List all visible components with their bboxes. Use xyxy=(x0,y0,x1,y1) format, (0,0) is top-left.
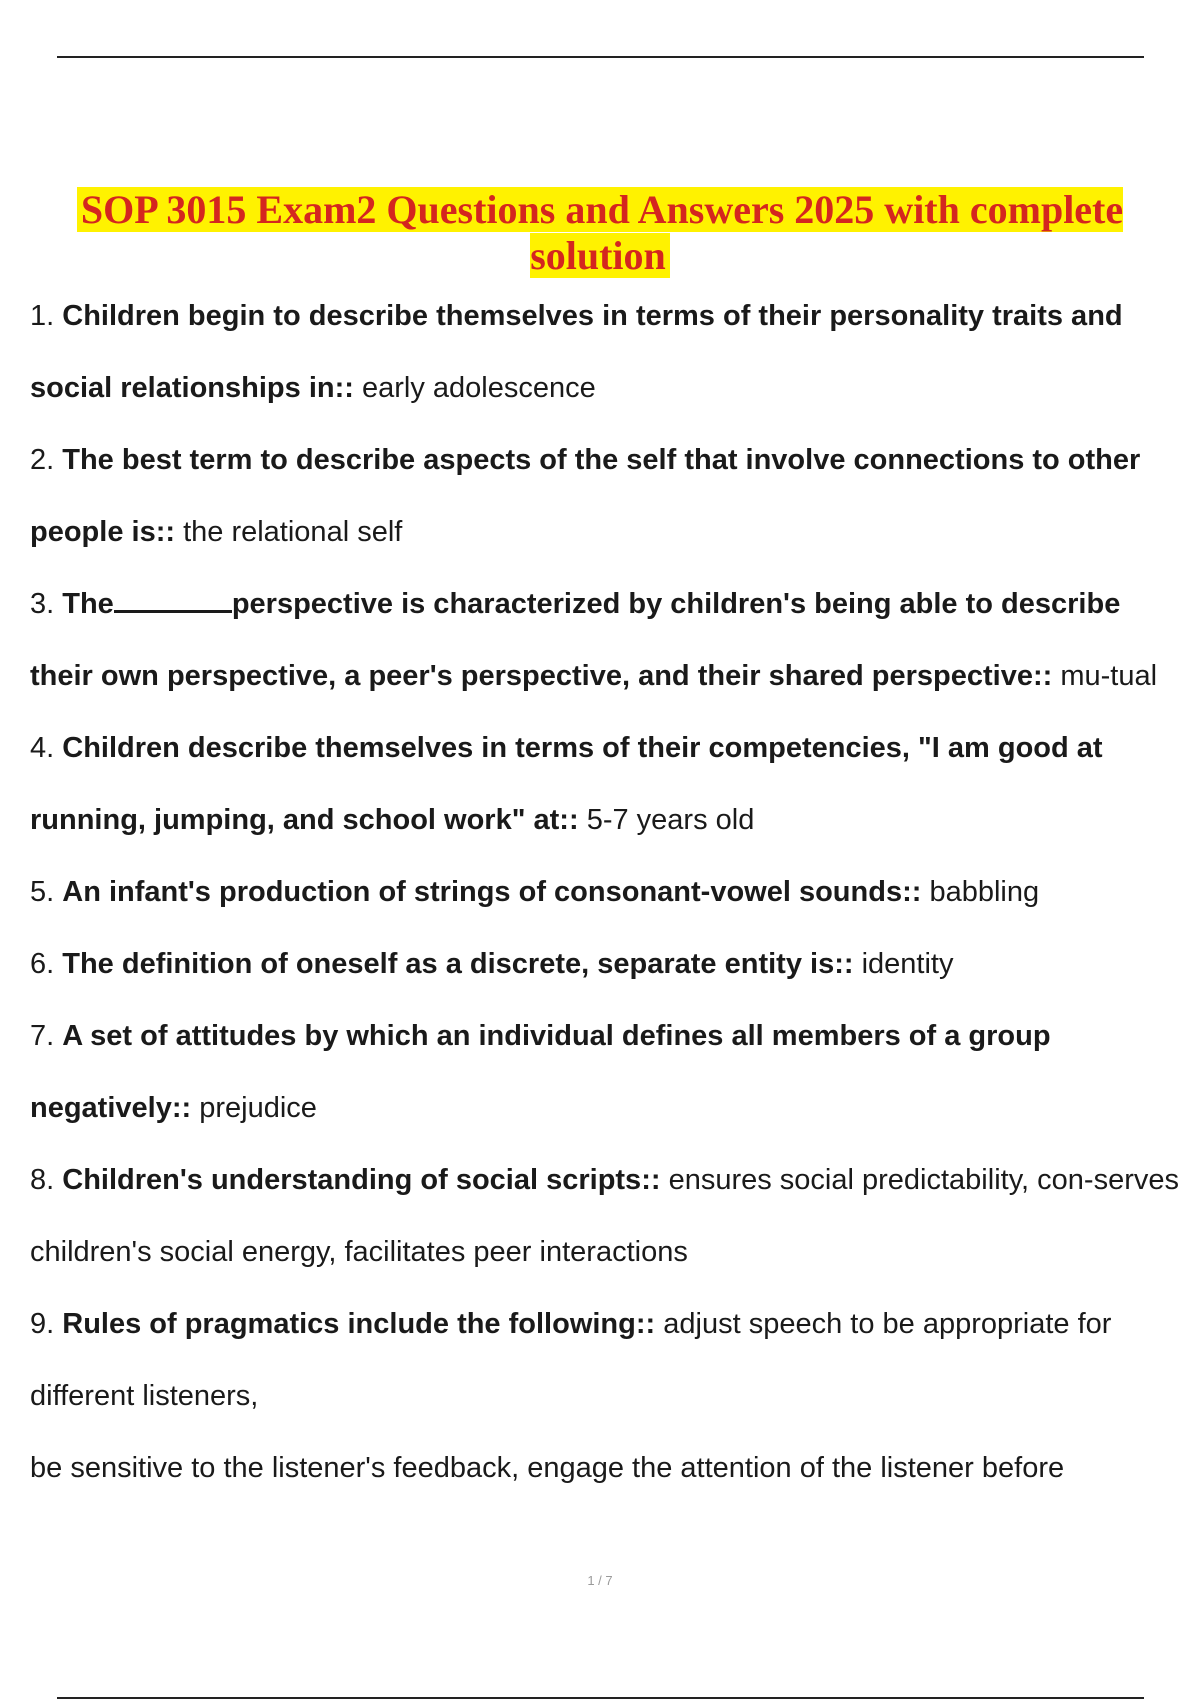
fill-in-blank xyxy=(114,590,232,613)
question-8: Children's understanding of social scripts:: xyxy=(62,1164,661,1196)
question-9: Rules of pragmatics include the following:: xyxy=(62,1308,656,1340)
bottom-rule xyxy=(57,1697,1144,1699)
qa-item-9: 9. Rules of pragmatics include the following:: adjust speech to be appropriate for different listeners, xyxy=(30,1308,1112,1412)
qa-item-2: 2. The best term to describe aspects of the self that involve connections to other people is:: the relational self xyxy=(30,444,1141,548)
qa-item-8: 8. Children's understanding of social scripts:: ensures social predictability, con-serves children's social energy, facilitates peer interactions xyxy=(30,1164,1179,1268)
answer-4: 5-7 years old xyxy=(586,804,755,836)
question-7: A set of attitudes by which an individual defines all members of a group negatively:: xyxy=(30,1020,1051,1124)
answer-3: mu-tual xyxy=(1060,660,1158,692)
answer-1: early adolescence xyxy=(361,372,596,404)
page-number: 1 / 7 xyxy=(587,1573,613,1588)
answer-5: babbling xyxy=(929,876,1040,908)
question-5: An infant's production of strings of consonant-vowel sounds:: xyxy=(62,876,922,908)
qa-item-1: 1. Children begin to describe themselves in terms of their personality traits and social relationships in:: early adolescence xyxy=(30,300,1123,404)
qa-item-6: 6. The definition of oneself as a discrete, separate entity is:: identity xyxy=(30,948,954,980)
question-2: The best term to describe aspects of the self that involve connections to other people is:: xyxy=(30,444,1141,548)
answer-9: adjust speech to be appropriate for different listeners, xyxy=(30,1308,1112,1412)
qa-item-9-continuation: be sensitive to the listener's feedback, engage the attention of the listener before xyxy=(30,1452,1065,1484)
question-3: perspective is characterized by children's being able to describe their own perspective, a peer's perspective, and their shared perspective:: xyxy=(30,588,1121,692)
answer-8: ensures social predictability, con-serves children's social energy, facilitates peer interactions xyxy=(30,1164,1179,1268)
question-1: Children begin to describe themselves in terms of their personality traits and social relationships in:: xyxy=(30,300,1123,404)
answer-6: identity xyxy=(861,948,954,980)
answer-2: the relational self xyxy=(183,516,403,548)
qa-item-5: 5. An infant's production of strings of consonant-vowel sounds:: babbling xyxy=(30,876,1040,908)
qa-list xyxy=(30,280,1180,1504)
qa-item-7: 7. A set of attitudes by which an individual defines all members of a group negatively:: prejudice xyxy=(30,1020,1051,1124)
answer-7: prejudice xyxy=(199,1092,317,1124)
top-rule xyxy=(57,56,1144,58)
question-4: Children describe themselves in terms of their competencies, "I am good at running, jumping, and school work" at:: xyxy=(30,732,1103,836)
question-6: The definition of oneself as a discrete, separate entity is:: xyxy=(62,948,854,980)
qa-item-4: 4. Children describe themselves in terms of their competencies, "I am good at running, jumping, and school work" at:: 5-7 years old xyxy=(30,732,1103,836)
document-title: SOP 3015 Exam2 Questions and Answers 2025 with complete solution xyxy=(60,187,1140,279)
qa-item-3: 3. The perspective is characterized by children's being able to describe their own perspective, a peer's perspective, and their shared perspective:: mu-tual xyxy=(30,588,1158,692)
